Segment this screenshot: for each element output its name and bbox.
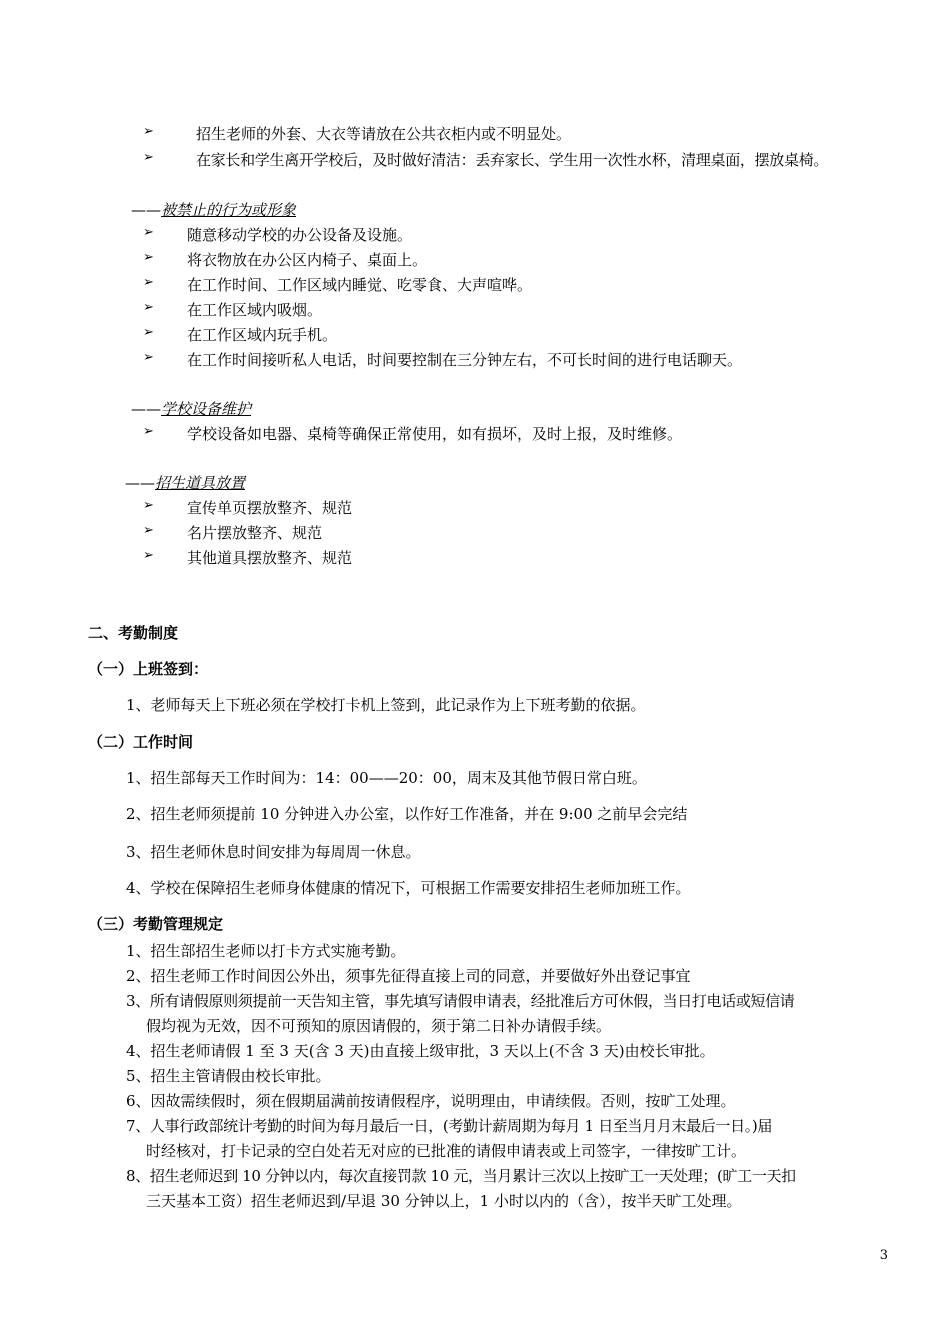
top-bullet-text: 招生老师的外套、大衣等请放在公共衣柜内或不明显处。 [196,125,572,143]
paragraph: 1、老师每天上下班必须在学校打卡机上签到，此记录作为上下班考勤的依据。 [126,696,646,714]
bullet-icon: ➢ [143,300,154,315]
list-item: 在工作时间接听私人电话，时间要控制在三分钟左右，不可长时间的进行电话聊天。 [187,351,743,369]
bullet-icon: ➢ [143,350,154,365]
section-heading-props: ——招生道具放置 [125,474,246,492]
paragraph: 7、人事行政部统计考勤的时间为每月最后一日，(考勤计薪周期为每月 1 日至当月月末最后一日。)届 [126,1117,773,1135]
list-item: 在工作区域内吸烟。 [187,301,323,319]
bullet-icon: ➢ [143,275,154,290]
section-heading-attendance: 二、考勤制度 [88,624,179,642]
list-item: 将衣物放在办公区内椅子、桌面上。 [187,251,428,269]
section-heading-equipment: ——学校设备维护 [131,400,252,418]
top-bullet-text: 在家长和学生离开学校后，及时做好清洁：丢弃家长、学生用一次性水杯，清理桌面，摆放桌椅。 [196,151,829,169]
section-heading-prohibited: ——被禁止的行为或形象 [131,201,297,219]
paragraph: 2、招生老师须提前 10 分钟进入办公室，以作好工作准备，并在 9:00 之前早会完结 [126,805,688,823]
paragraph: 三天基本工资）招生老师迟到/早退 30 分钟以上，1 小时以内的（含），按半天旷工处理。 [146,1192,742,1210]
paragraph: 1、招生部招生老师以打卡方式实施考勤。 [126,942,406,960]
paragraph: 8、招生老师迟到 10 分钟以内，每次直接罚款 10 元，当月累计三次以上按旷工一天处理；(旷工一天扣 [126,1167,796,1185]
bullet-icon: ➢ [143,325,154,340]
paragraph: 4、学校在保障招生老师身体健康的情况下，可根据工作需要安排招生老师加班工作。 [126,879,691,897]
list-item: 随意移动学校的办公设备及设施。 [187,226,413,244]
paragraph: 时经核对，打卡记录的空白处若无对应的已批准的请假申请表或上司签字，一律按旷工计。 [146,1142,747,1160]
list-item: 宣传单页摆放整齐、规范 [187,499,353,517]
bullet-icon: ➢ [143,124,154,139]
paragraph: 3、招生老师休息时间安排为每周周一休息。 [126,843,421,861]
paragraph: 6、因故需续假时，须在假期届满前按请假程序，说明理由，申请续假。否则，按旷工处理。 [126,1092,736,1110]
bullet-icon: ➢ [143,523,154,538]
paragraph: 5、招生主管请假由校长审批。 [126,1067,331,1085]
subsection-heading-rules: （三）考勤管理规定 [88,915,224,933]
page-number: 3 [879,1248,888,1263]
bullet-icon: ➢ [143,548,154,563]
paragraph: 3、所有请假原则须提前一天告知主管，事先填写请假申请表，经批准后方可休假，当日打电话或短信请 [126,992,795,1010]
bullet-icon: ➢ [143,498,154,513]
bullet-icon: ➢ [143,150,154,165]
paragraph: 2、招生老师工作时间因公外出，须事先征得直接上司的同意，并要做好外出登记事宜 [126,967,691,985]
list-item: 在工作时间、工作区域内睡觉、吃零食、大声喧哗。 [187,276,533,294]
bullet-icon: ➢ [143,225,154,240]
paragraph: 4、招生老师请假 1 至 3 天(含 3 天)由直接上级审批，3 天以上(不含 3 天)由校长审批。 [126,1042,715,1060]
list-item: 其他道具摆放整齐、规范 [187,549,353,567]
paragraph: 假均视为无效，因不可预知的原因请假的，须于第二日补办请假手续。 [146,1017,612,1035]
list-item: 学校设备如电器、桌椅等确保正常使用，如有损坏，及时上报，及时维修。 [187,425,683,443]
bullet-icon: ➢ [143,250,154,265]
subsection-heading-signin: （一）上班签到： [88,660,209,678]
subsection-heading-hours: （二）工作时间 [88,733,194,751]
bullet-icon: ➢ [143,424,154,439]
list-item: 在工作区域内玩手机。 [187,326,338,344]
list-item: 名片摆放整齐、规范 [187,524,323,542]
paragraph: 1、招生部每天工作时间为：14：00——20：00，周末及其他节假日常白班。 [126,769,647,787]
